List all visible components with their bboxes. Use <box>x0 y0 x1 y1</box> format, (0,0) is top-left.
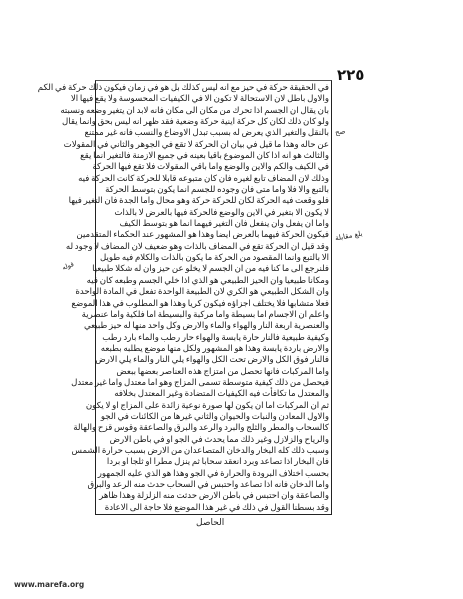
manuscript-line: فيحصل من ذلك كيفية متوسطة تسمى المزاج وهو اما معتدل واما غير معتدل <box>71 377 329 388</box>
folio-number: ٢٢٥ <box>337 66 365 84</box>
manuscript-line: في الكيف والكم والاين والوضع واما باقي المقولات فلا تقع فيها الحركة <box>92 162 329 173</box>
manuscript-line: وكيفية طبيعية فالنار حارة يابسة والهواء حار رطب والماء بارد رطب <box>102 332 329 343</box>
manuscript-line: بحسب اختلاف البرودة والحرارة في الجو وهذا هو الذي عليه الجمهور <box>97 468 329 479</box>
manuscript-line: فيكون الحركة فيهما بالعرض ايضا وهذا هو المشهور عند الحكماء المتقدمين <box>76 230 329 241</box>
manuscript-line: والرياح والزلازل وغير ذلك مما يحدث في الجو او في باطن الارض <box>109 434 329 445</box>
margin-note-right-middle: بلغ مقابلة <box>334 229 364 243</box>
manuscript-line: فلو وقعت فيه الحركة لكان للحركة حركة وهو محال واما الجدة فان التغير فيها <box>68 196 329 207</box>
margin-note-right-upper: صح <box>334 127 346 137</box>
manuscript-line: والصاعقة وان احتبس في باطن الارض حدثت منه الزلزلة وهذا ظاهر <box>99 491 329 502</box>
manuscript-line: والاول باطل لان الاستحالة لا تكون الا في الكيفيات المحسوسة ولا يقع فيها الا <box>70 94 329 105</box>
manuscript-line: بالتبع والا فلا واما متى فان وجوده للجسم انما يكون بتوسط الحركة <box>105 185 329 196</box>
manuscript-line: وقد قيل ان الحركة تقع في المضاف بالذات وهو ضعيف لان المضاف لا وجود له <box>65 241 329 252</box>
manuscript-line: وان الشكل الطبيعي هو الكري لان الطبيعة الواحدة تفعل في المادة الواحدة <box>75 287 329 298</box>
manuscript-line: ومكانا طبيعيا وان الحيز الطبيعي هو الذي اذا خلي الجسم وطبعه كان فيه <box>86 275 329 286</box>
manuscript-line: والاول المعادن والنبات والحيوان والثاني غيرها من الكائنات في الجو <box>100 411 329 422</box>
manuscript-line: والمعتدل ما تكافأت فيه الكيفيات المتضادة وغير المعتدل بخلافه <box>114 389 329 400</box>
manuscript-line: فعلا متشابها فلا يختلف اجزاؤه فيكون كريا وهذا هو المطلوب في هذا الموضع <box>71 298 329 309</box>
catchword: الحاصل <box>196 518 225 528</box>
manuscript-line: واما المركبات فانها تحصل من امتزاج هذه العناصر بعضها ببعض <box>116 366 329 377</box>
manuscript-line: واما ان يفعل وان ينفعل فان التغير فيهما انما هو بتوسط الكيف <box>119 219 329 230</box>
manuscript-line: فالنار فوق الكل والارض تحت الكل والهواء يلي النار والماء يلي الارض <box>95 355 329 366</box>
manuscript-line: كالسحاب والمطر والثلج والبرد والرعد والبرق والصاعقة وقوس قزح والهالة <box>73 423 329 434</box>
manuscript-line: والثالث هو انه اذا كان الموضوع باقيا بعينه في جميع الازمنة فالتغير انما يقع <box>80 151 329 162</box>
manuscript-line: لا يكون الا بتغير في الاين والوضع فالحركة فيها بالعرض لا بالذات <box>114 207 329 218</box>
manuscript-line: واما الدخان فانه اذا تصاعد واحتبس في السحاب حدث منه الرعد والبرق <box>87 479 329 490</box>
manuscript-line: وذلك لان المضاف تابع لغيره فان كان متبوعه قابلا للحركة كانت الحركة فيه <box>78 173 329 184</box>
margin-note-left: قوله <box>60 260 75 272</box>
manuscript-line: بالنقل والتغير الذي يعرض له بسبب تبدل الاوضاع والنسب فانه غير ممتنع <box>84 128 329 139</box>
manuscript-line: ثم ان المركبات اما ان يكون لها صورة نوعية زائدة على المزاج او لا يكون <box>85 400 329 411</box>
manuscript-line: عن حاله وهذا ما قيل في بيان ان الحركة لا تقع في الجوهر والثاني في المقولات <box>63 139 329 150</box>
manuscript-line: فان البخار اذا تصاعد وبرد انعقد سحابا ثم ينزل مطرا او ثلجا او بردا <box>106 457 329 468</box>
footer-url: www.marefa.org <box>14 580 85 589</box>
manuscript-line: والارض باردة يابسة وهذا هو المشهور ولكل منها موضع يطلبه بطبعه <box>100 343 329 354</box>
manuscript-line: في الحقيقة حركة في حيز مع انه ليس كذلك بل هو في زمان فيكون ذلك حركة في الكم <box>37 83 329 93</box>
manuscript-line: وسبب ذلك كله البخار والدخان المتصاعدان من الارض بسبب حرارة الشمس <box>71 445 329 456</box>
manuscript-line: وقد بسطنا القول في ذلك في غير هذا الموضع فلا حاجة الى الاعادة <box>104 502 329 513</box>
manuscript-line: بان يقال ان الجسم اذا تحرك من مكان الى مكان فانه لابد ان يتغير وضعه ونسبته <box>60 105 329 116</box>
manuscript-line: والعنصرية اربعة النار والهواء والماء والارض وكل واحد منها له حيز طبيعي <box>83 321 329 332</box>
manuscript-line: الا بالتبع وانما المقصود من الحركة ما يكون بالذات والكلام فيه طويل <box>100 253 329 264</box>
manuscript-line: ولو كان ذلك لكان كل حركة اينية حركة وضعية فقد ظهر انه ليس بحق وانما يقال <box>62 117 329 128</box>
manuscript-line: واعلم ان الاجسام اما بسيطة واما مركبة والبسيطة اما فلكية واما عنصرية <box>81 309 329 320</box>
manuscript-line: فلنرجع الى ما كنا فيه من ان الجسم لا يخلو عن حيز وان له شكلا طبيعيا <box>92 264 329 275</box>
